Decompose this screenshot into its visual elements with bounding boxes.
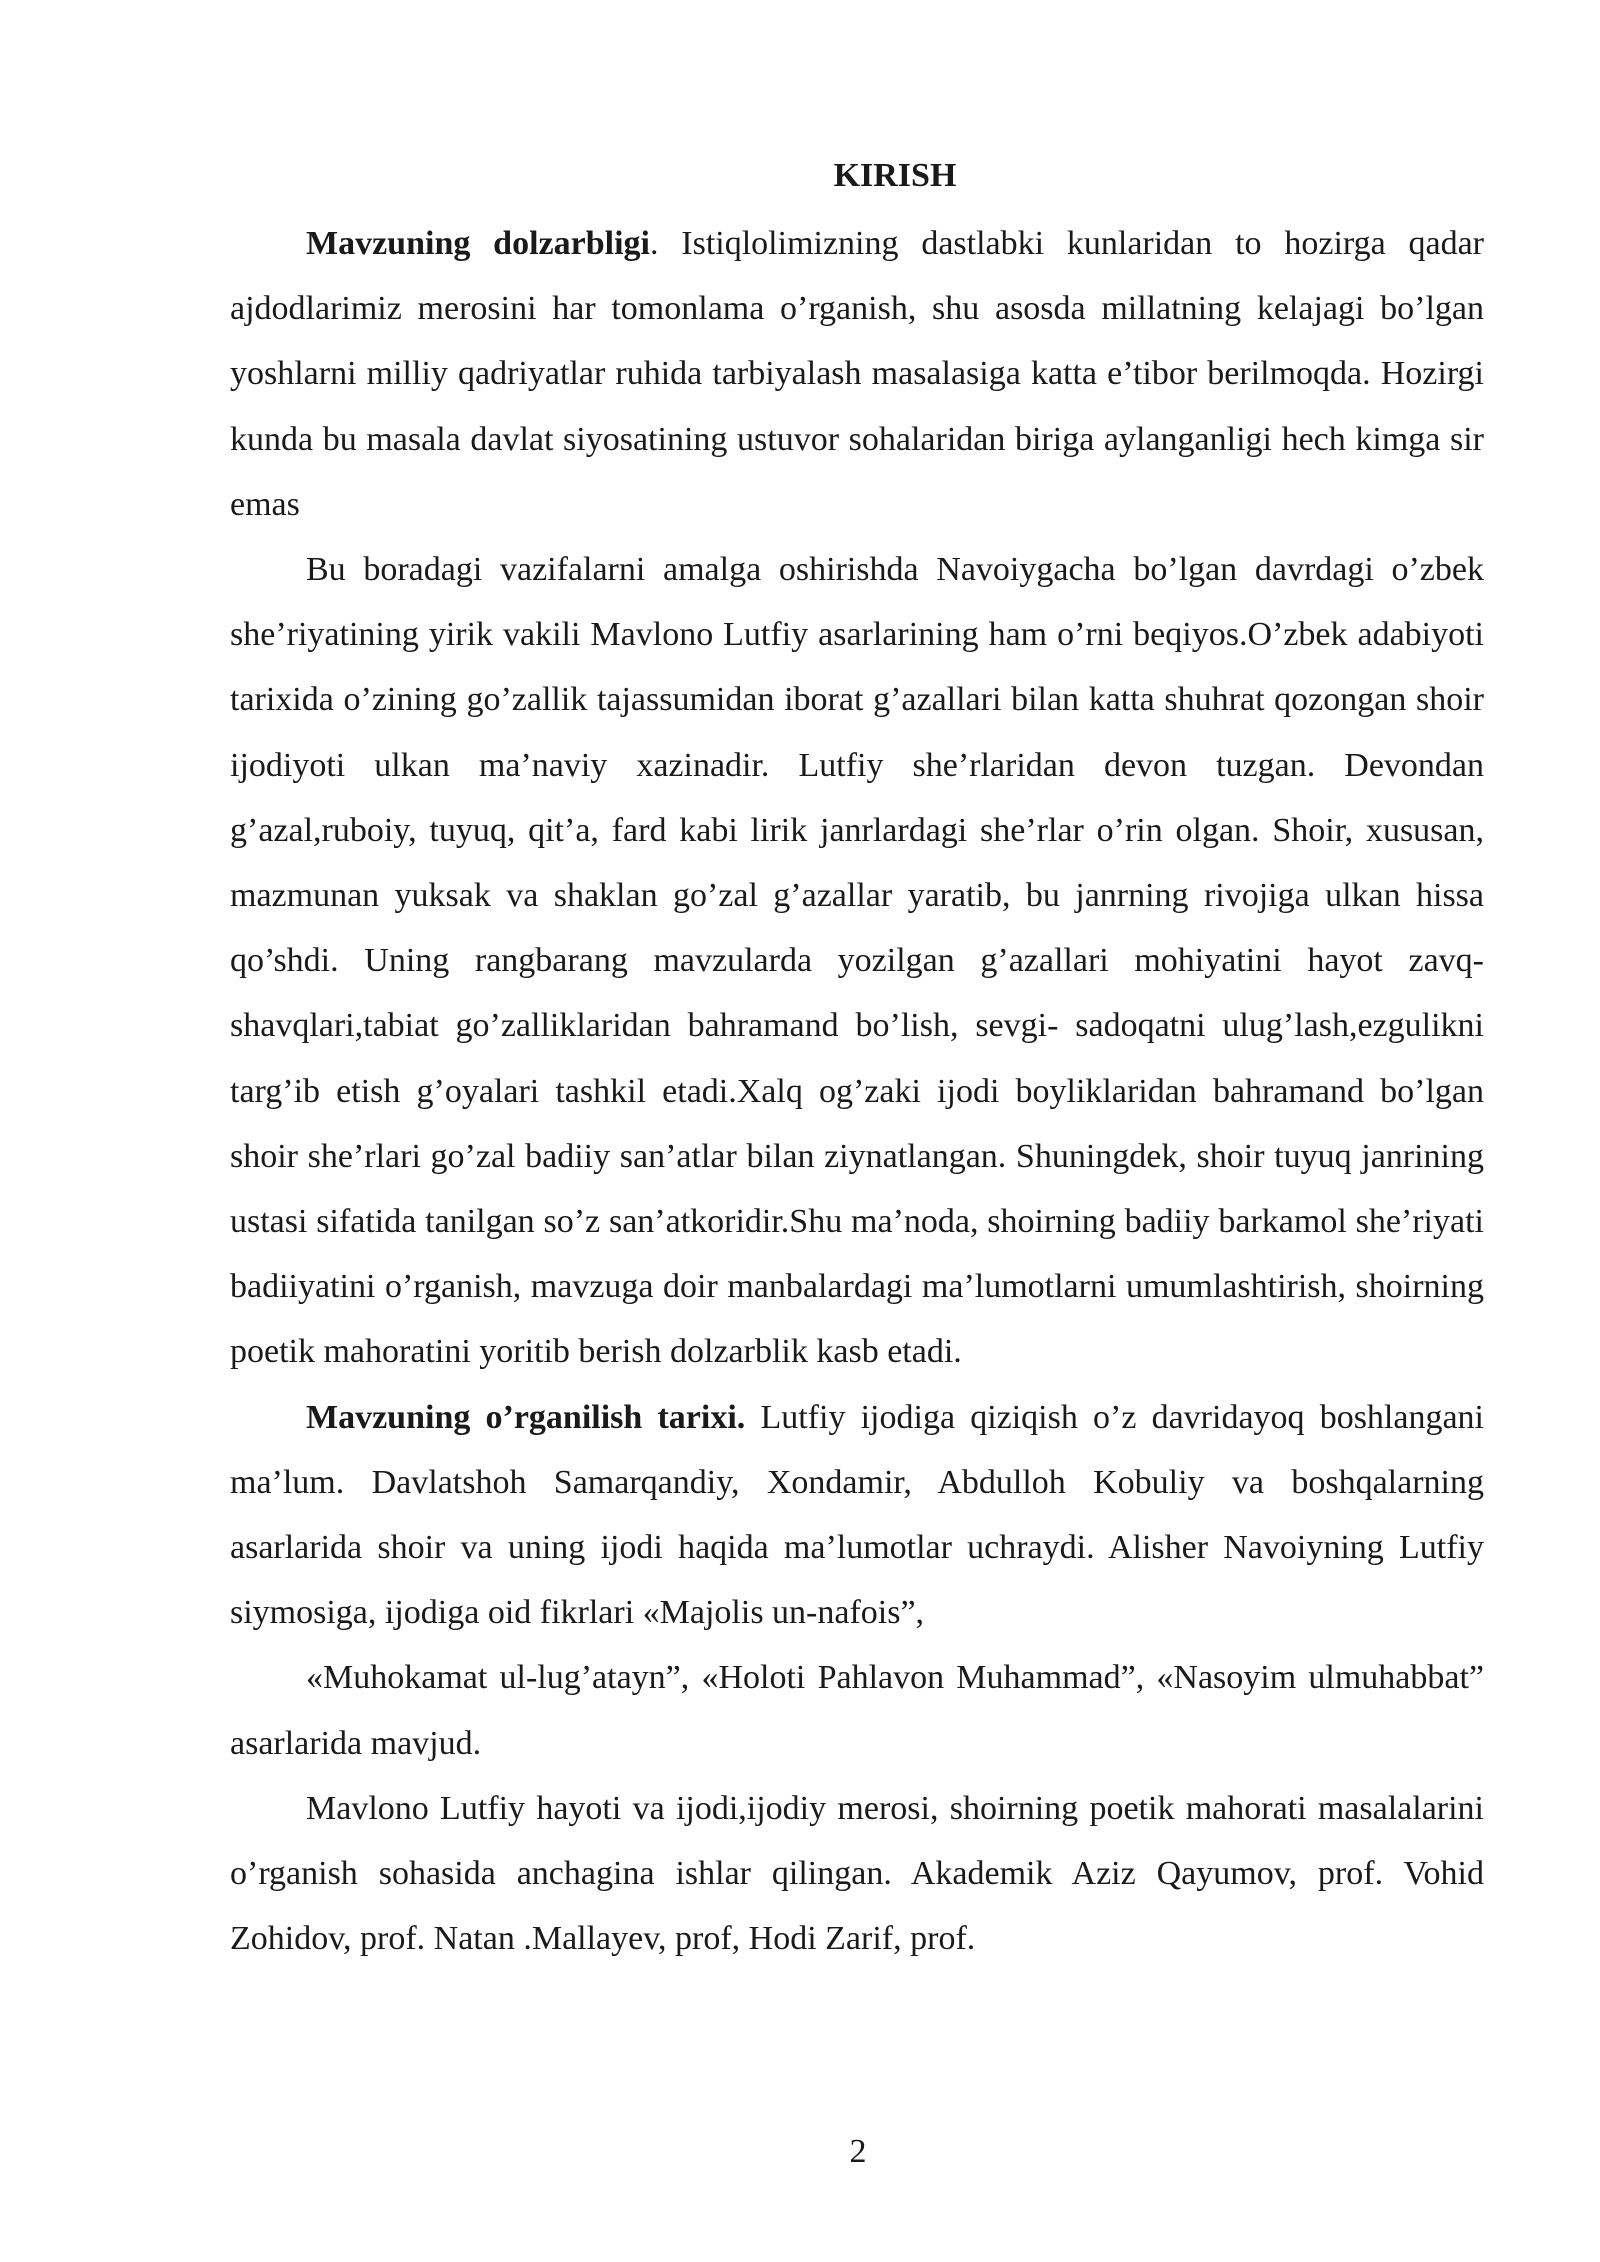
page-title: KIRISH <box>833 157 957 194</box>
paragraph-navoiy-works <box>230 1645 1484 1775</box>
paragraph-lead-heading: Mavzuning dolzarbligi <box>306 225 650 262</box>
paragraph-scholars <box>230 1776 1484 1972</box>
paragraph-text: Lutfiy ijodiga qiziqish o’z davridayoq boshlangani ma’lum. Davlatshoh Samarqandiy, Xondamir, Abdulloh Kobuliy va boshqalarning asarlarida shoir va uning ijodi haqida ma’lumotlar uchraydi. Alisher Navoiyning Lutfiy siymosiga, ijodiga oid fikrlari «Majolis un-nafois”, <box>230 1398 1485 1632</box>
paragraph-relevance <box>230 211 1484 537</box>
body-text <box>230 211 1484 1971</box>
paragraph-lead-heading: Mavzuning o’rganilish tarixi. <box>306 1398 746 1436</box>
paragraph-research-history <box>230 1385 1484 1646</box>
paragraph-lutfiy-poetry <box>230 537 1484 1385</box>
paragraph-text: Mavlono Lutfiy hayoti va ijodi,ijodiy merosi, shoirning poetik mahorati masalalarini o’rganish sohasida anchagina ishlar qilingan. Akademik Aziz Qayumov, prof. Vohid Zohidov, prof. Natan .Mallayev, prof, Hodi Zarif, prof. <box>230 1789 1484 1958</box>
paragraph-text: «Muhokamat ul-lug’atayn”, «Holoti Pahlavon Muhammad”, «Nasoyim ulmuhabbat” asarlarida mavjud. <box>230 1659 1484 1762</box>
paragraph-text: Bu boradagi vazifalarni amalga oshirishda Navoiygacha bo’lgan davrdagi o’zbek she’riyatining yirik vakili Mavlono Lutfiy asarlarining ham o’rni beqiyos.O’zbek adabiyoti tarixida o’zining go’zallik tajassumidan iborat g’azallari bilan katta shuhrat qozongan shoir ijodiyoti ulkan ma’naviy xazinadir. Lutfiy she’rlaridan devon tuzgan. Devondan g’azal,ruboiy, tuyuq, qit’a, fard kabi lirik janrlardagi she’rlar o’rin olgan. Shoir, xususan, mazmunan yuksak va shaklan go’zal g’azallar yaratib, bu janrning rivojiga ulkan hissa qo’shdi. Uning rangbarang mavzularda yozilgan g’azallari mohiyatini hayot zavq- shavqlari,tabiat go’zalliklaridan bahramand bo’lish, sevgi- sadoqatni ulug’lash,ezgulikni targ’ib etish g’oyalari tashkil etadi.Xalq og’zaki ijodi boyliklaridan bahramand bo’lgan shoir she’rlari go’zal badiiy san’atlar bilan ziynatlangan. Shuningdek, shoir tuyuq janrining ustasi sifatida tanilgan so’z san’atkoridir.Shu ma’noda, shoirning badiiy barkamol she’riyati badiiyatini o’rganish, mavzuga doir manbalardagi ma’lumotlarni umumlashtirish, shoirning poetik mahoratini yoritib berish dolzarblik kasb etadi. <box>230 551 1484 1371</box>
paragraph-text: . Istiqlolimizning dastlabki kunlaridan to hozirga qadar ajdodlarimiz merosini har tomonlama o’rganish, shu asosda millatning kelajagi bo’lgan yoshlarni milliy qadriyatlar ruhida tarbiyalash masalasiga katta e’tibor berilmoqda. Hozirgi kunda bu masala davlat siyosatining ustuvor sohalaridan biriga aylanganligi hech kimga sir emas <box>230 225 1485 523</box>
page-number: 2 <box>849 2133 867 2170</box>
